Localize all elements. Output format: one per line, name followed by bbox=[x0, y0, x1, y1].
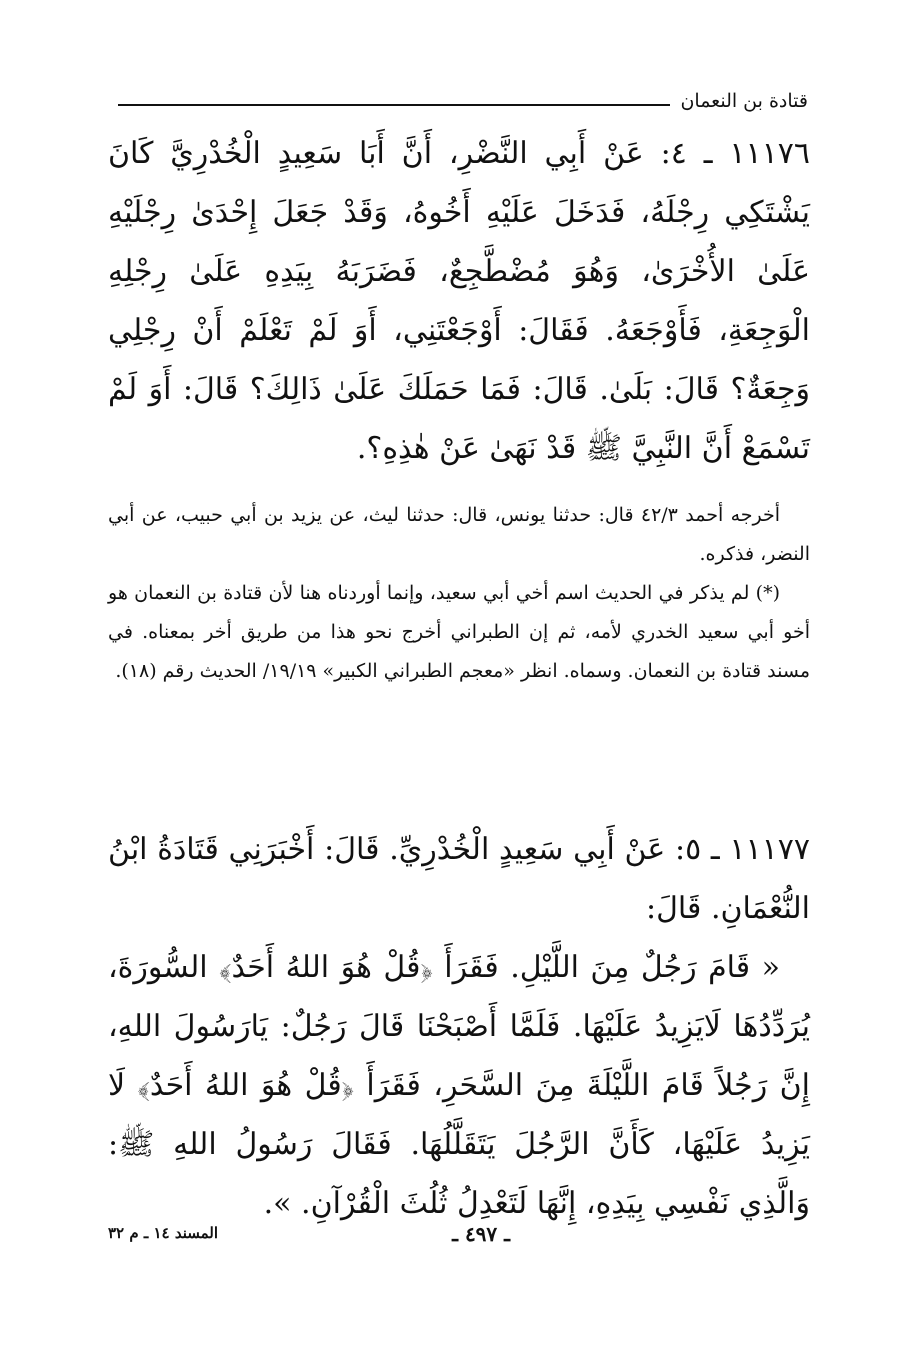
hadith-number: ١١١٧٦ ـ ٤: bbox=[660, 136, 810, 171]
hadith-11177 bbox=[108, 820, 810, 1233]
running-title: قتادة بن النعمان bbox=[680, 90, 808, 112]
running-header bbox=[118, 82, 808, 112]
hadith-intro bbox=[108, 820, 810, 938]
remark-note: (*) لم يذكر في الحديث اسم أخي أبي سعيد، وإنما أوردناه هنا لأن قتادة بن النعمان هو أخو أبي سعيد الخدري لأمه، ثم إن الطبراني أخرج نحو هذا من طريق أخر بمعناه. في مسند قتادة بن النعمان. وسماه. انظر «معجم الطبراني الكبير» ١٩/١٩/ الحديث رقم (١٨). bbox=[108, 582, 810, 682]
signature-mark: المسند ١٤ ـ م ٣٢ bbox=[108, 1224, 219, 1242]
page-number: ـ ٤٩٧ ـ bbox=[452, 1222, 510, 1246]
hadith-intro-text: عَنْ أَبِي سَعِيدٍ الْخُدْرِيِّ. قَالَ: أَخْبَرَنِي قَتَادَةُ ابْنُ النُّعْمَانِ. قَالَ: bbox=[108, 832, 810, 926]
hadith-body bbox=[108, 124, 810, 478]
page-footer bbox=[108, 1222, 810, 1252]
takhrij-note: أخرجه أحمد ٤٢/٣ قال: حدثنا يونس، قال: حدثنا ليث، عن يزيد بن أبي حبيب، عن أبي النضر، فذكره. bbox=[108, 504, 810, 565]
hadith-number: ١١١٧٧ ـ ٥: bbox=[674, 832, 810, 867]
hadith-11176 bbox=[108, 124, 810, 478]
hadith-text: « قَامَ رَجُلٌ مِنَ اللَّيْلِ. فَقَرَأَ ﴿قُلْ هُوَ اللهُ أَحَدٌ﴾ السُّورَةَ، يُرَدِّدُهَا لَايَزِيدُ عَلَيْهَا. فَلَمَّا أَصْبَحْنَا قَالَ رَجُلٌ: يَارَسُولَ اللهِ، إِنَّ رَجُلاً قَامَ اللَّيْلَةَ مِنَ السَّحَرِ، فَقَرَأَ ﴿قُلْ هُوَ اللهُ أَحَدٌ﴾ لَا يَزِيدُ عَلَيْهَا، كَأَنَّ الرَّجُلَ يَتَقَلَّلُهَا. فَقَالَ رَسُولُ اللهِ ﷺ: وَالَّذِي نَفْسِي بِيَدِهِ، إِنَّهَا لَتَعْدِلُ ثُلُثَ الْقُرْآنِ. ». bbox=[108, 950, 810, 1221]
hadith-text: عَنْ أَبِي النَّضْرِ، أَنَّ أَبَا سَعِيدٍ الْخُدْرِيَّ كَانَ يَشْتَكِي رِجْلَهُ، فَدَخَلَ عَلَيْهِ أَخُوهُ، وَقَدْ جَعَلَ إِحْدَىٰ رِجْلَيْهِ عَلَىٰ الأُخْرَىٰ، وَهُوَ مُضْطَّجِعٌ، فَضَرَبَهُ بِيَدِهِ عَلَىٰ رِجْلِهِ الْوَجِعَةِ، فَأَوْجَعَهُ. فَقَالَ: أَوْجَعْتَنِي، أَوَ لَمْ تَعْلَمْ أَنْ رِجْلِي وَجِعَةٌ؟ قَالَ: بَلَىٰ. قَالَ: فَمَا حَمَلَكَ عَلَىٰ ذَالِكَ؟ قَالَ: أَوَ لَمْ تَسْمَعْ أَنَّ النَّبِيَّ ﷺ قَدْ نَهَىٰ عَنْ هٰذِهِ؟. bbox=[108, 136, 810, 466]
footnotes bbox=[108, 496, 810, 691]
header-rule bbox=[118, 104, 670, 106]
